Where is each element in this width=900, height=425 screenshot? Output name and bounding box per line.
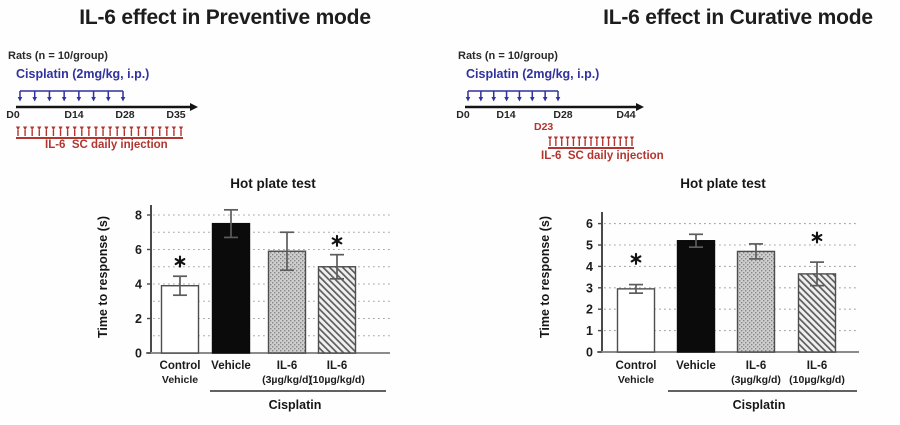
bar-il-6-10-g-kg-d — [319, 255, 356, 353]
il6-injection-label: IL-6 SC daily injection — [45, 139, 168, 151]
day-label: D0 — [456, 109, 470, 121]
timeline-curative — [450, 48, 900, 173]
category-label: Vehicle — [617, 374, 655, 386]
cisplatin-group-label: Cisplatin — [732, 398, 786, 412]
category-label: (3µg/kg/d) — [262, 374, 312, 386]
day-label: D35 — [166, 109, 186, 121]
day-label: D14 — [496, 109, 516, 121]
bar-il-6-10-g-kg-d — [799, 262, 836, 352]
bar-control-vehicle — [162, 276, 199, 353]
cisplatin-group — [210, 391, 386, 412]
chart-title: Hot plate test — [230, 176, 316, 191]
day-label: D44 — [616, 109, 636, 121]
y-axis-label: Time to response (s) — [96, 215, 110, 339]
y-tick-label: 2 — [135, 312, 142, 326]
il6-injection-arrows — [548, 137, 634, 149]
day-label: D28 — [553, 109, 573, 121]
significance-asterisk — [333, 236, 342, 246]
y-tick-label: 2 — [586, 302, 593, 317]
timeline-axis — [456, 103, 644, 121]
day-label: D28 — [115, 109, 135, 121]
category-label: (3µg/kg/d) — [731, 374, 781, 386]
panel-curative — [450, 0, 900, 425]
timeline-axis — [6, 103, 198, 121]
category-label: Vehicle — [211, 360, 251, 372]
panel-title: IL-6 effect in Curative mode — [603, 6, 873, 29]
cisplatin-group — [668, 391, 857, 412]
y-tick-label: 6 — [135, 243, 142, 257]
il6-injection-arrows — [16, 127, 183, 139]
il6-injection-label: IL-6 SC daily injection — [541, 150, 664, 162]
category-label: (10µg/kg/d) — [309, 374, 365, 386]
day-label: D14 — [64, 109, 84, 121]
bar-vehicle — [213, 210, 250, 353]
significance-asterisk — [632, 254, 641, 264]
bar-il-6-3-g-kg-d — [269, 232, 306, 353]
significance-asterisk — [813, 233, 822, 243]
bar-control-vehicle — [618, 285, 655, 352]
cisplatin-injection-arrows — [18, 91, 126, 102]
category-label: Vehicle — [676, 360, 716, 372]
cisplatin-group-label: Cisplatin — [268, 398, 322, 412]
category-label: IL-6 — [806, 360, 828, 372]
timeline-preventive — [0, 48, 450, 173]
y-tick-label: 8 — [135, 208, 142, 223]
bar-vehicle — [678, 234, 715, 352]
category-label: IL-6 — [276, 360, 298, 372]
category-label: Vehicle — [161, 374, 199, 386]
cisplatin-label: Cisplatin (2mg/kg, i.p.) — [16, 67, 150, 81]
y-tick-label: 4 — [586, 259, 593, 274]
cisplatin-injection-arrows — [466, 91, 561, 102]
hot-plate-chart-curative — [515, 172, 900, 425]
y-tick-label: 0 — [135, 346, 142, 361]
y-axis-label: Time to response (s) — [538, 215, 552, 339]
y-tick-label: 0 — [586, 345, 593, 360]
bar-il-6-3-g-kg-d — [738, 244, 775, 352]
category-label: Control — [159, 360, 201, 372]
significance-asterisk — [176, 257, 185, 267]
category-label: IL-6 — [745, 360, 767, 372]
chart-title: Hot plate test — [680, 176, 766, 191]
y-tick-label: 1 — [586, 324, 593, 339]
category-label: IL-6 — [326, 360, 348, 372]
category-label: (10µg/kg/d) — [789, 374, 845, 386]
il6-start-day-label: D23 — [534, 121, 554, 133]
hot-plate-chart-preventive — [90, 172, 450, 425]
y-tick-label: 4 — [135, 277, 142, 292]
y-tick-label: 6 — [586, 217, 593, 232]
category-label: Control — [615, 360, 657, 372]
panel-title: IL-6 effect in Preventive mode — [79, 6, 371, 29]
cisplatin-label: Cisplatin (2mg/kg, i.p.) — [466, 67, 600, 81]
rats-label: Rats (n = 10/group) — [8, 50, 108, 62]
timeline-arrows-diagram — [450, 84, 710, 156]
y-tick-label: 3 — [586, 281, 593, 296]
y-tick-label: 5 — [586, 238, 593, 253]
rats-label: Rats (n = 10/group) — [458, 50, 558, 62]
day-label: D0 — [6, 109, 20, 121]
